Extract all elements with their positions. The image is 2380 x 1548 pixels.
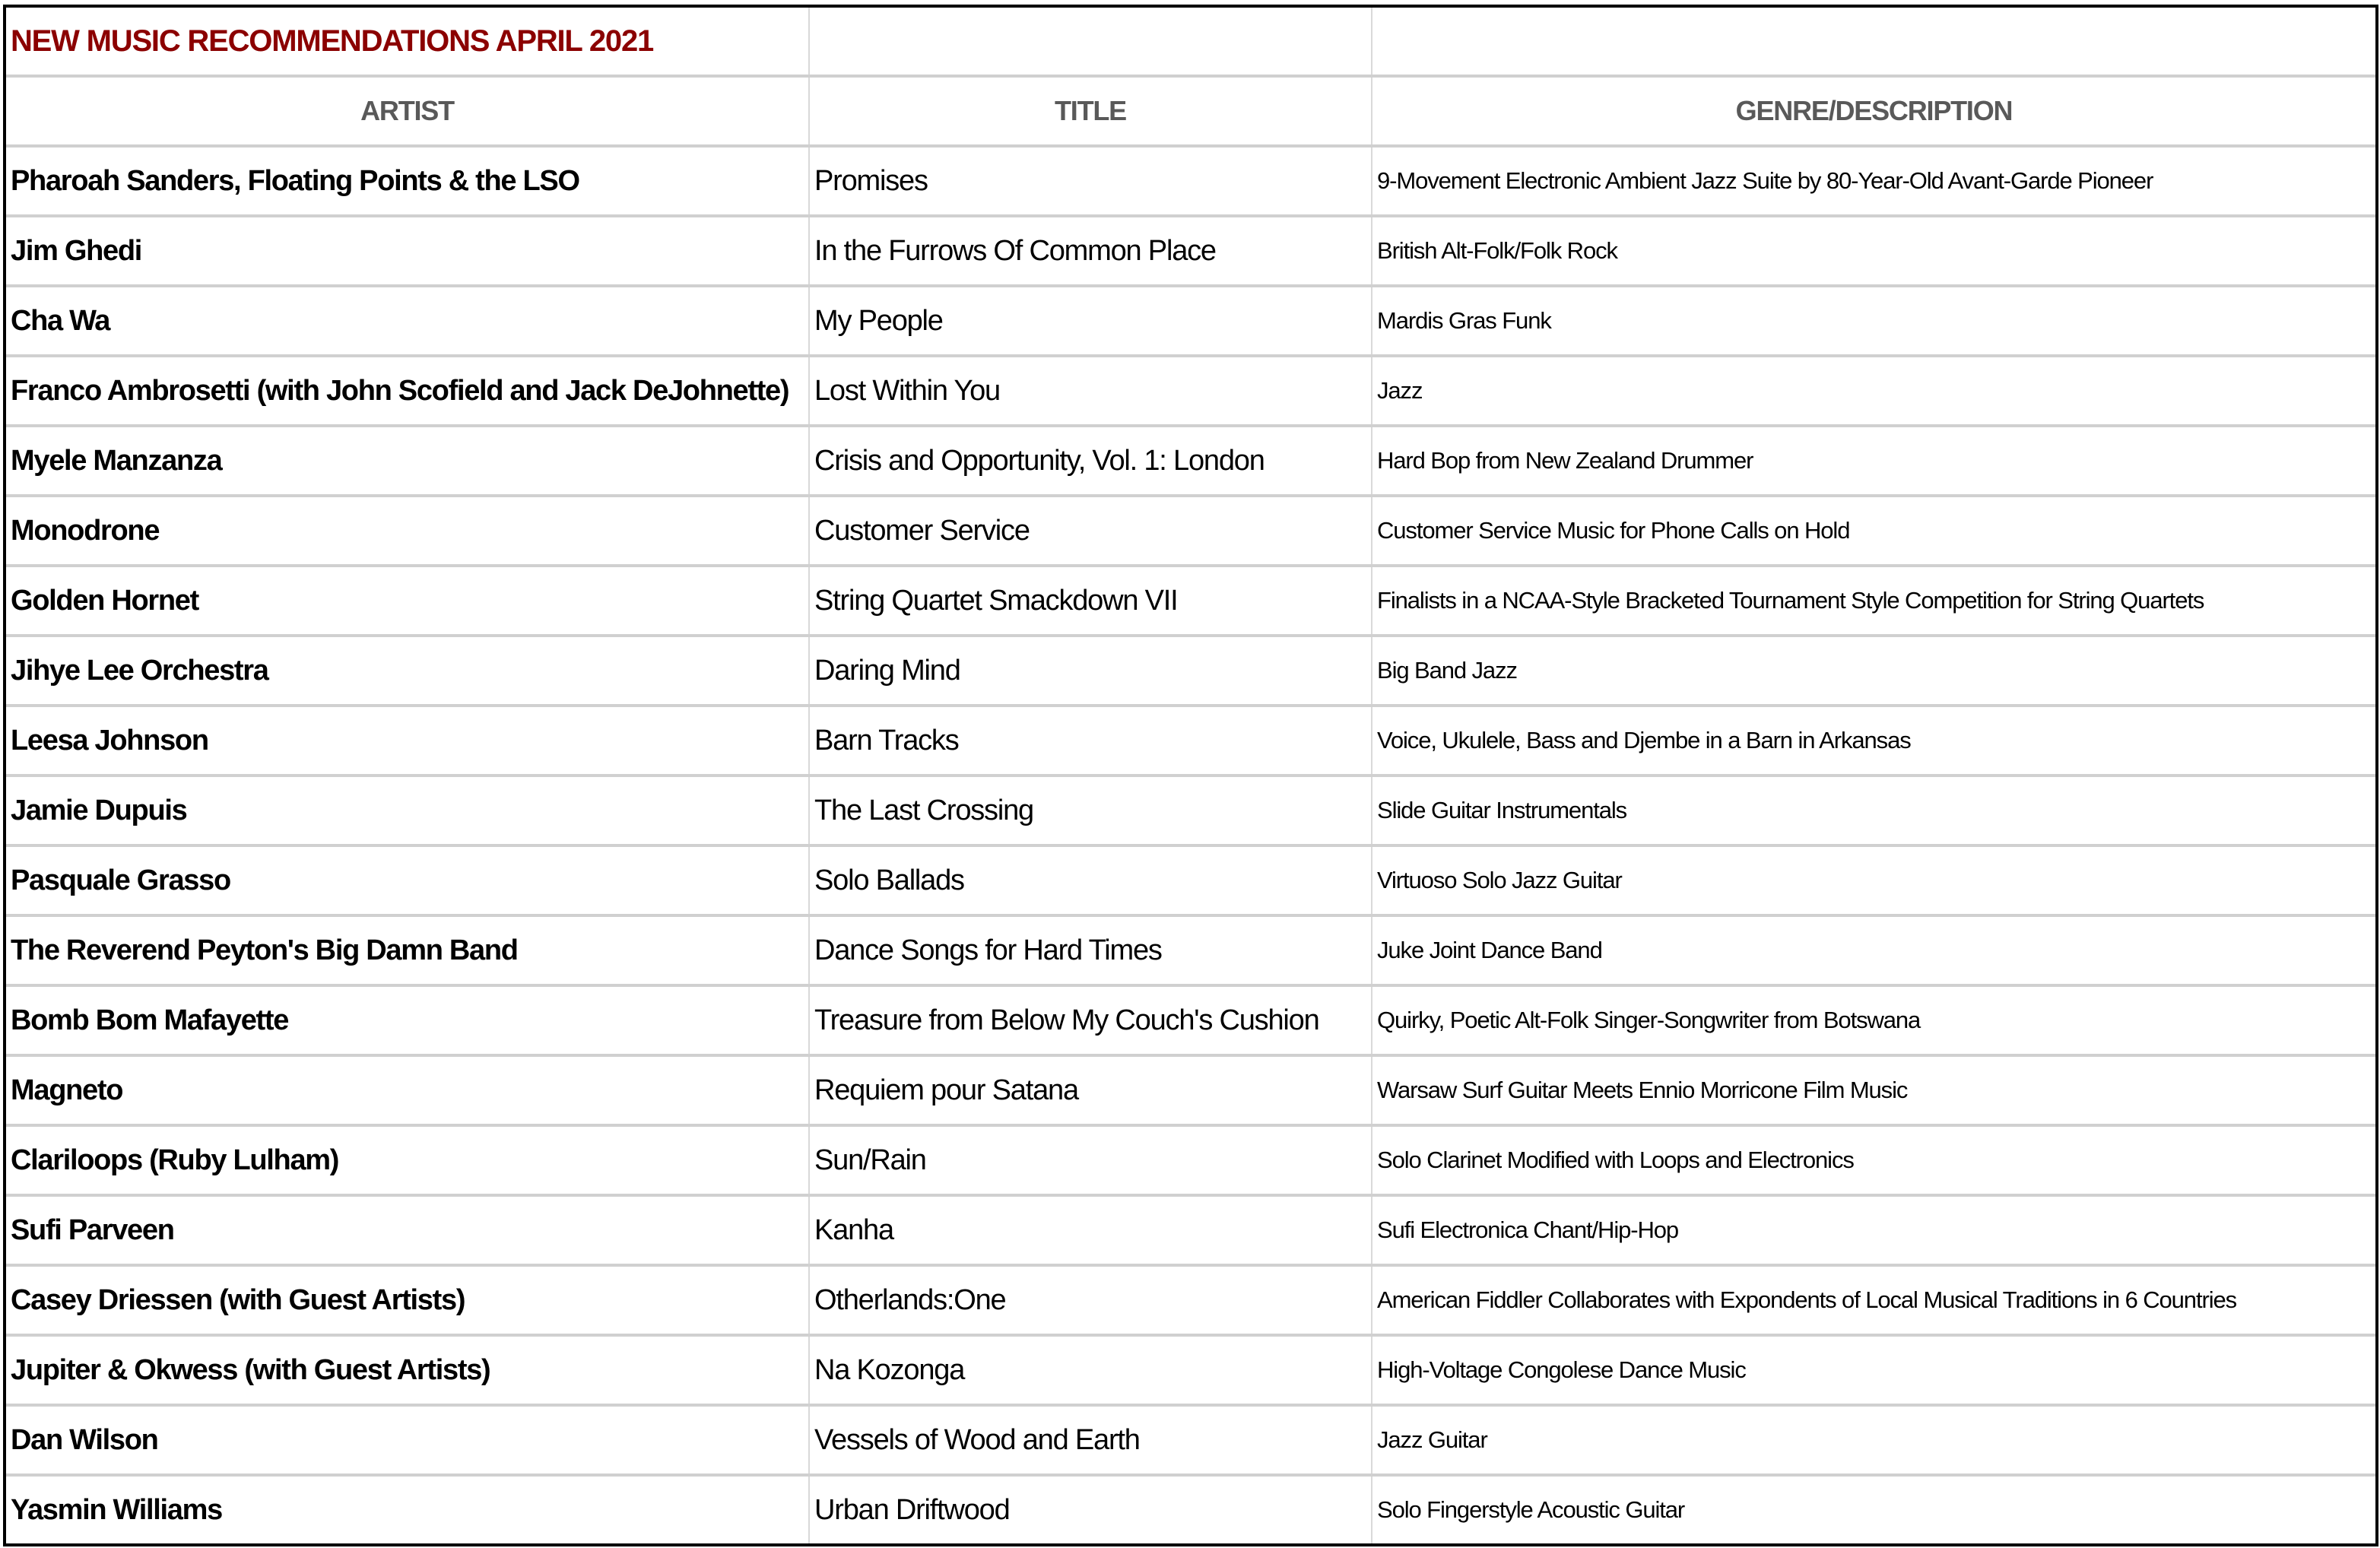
artist-cell[interactable]: Jamie Dupuis [6, 776, 809, 845]
title-cell[interactable]: Otherlands:One [809, 1265, 1372, 1335]
table-row [6, 216, 2375, 286]
genre-cell[interactable]: Solo Fingerstyle Acoustic Guitar [1377, 1496, 1685, 1523]
genre-cell[interactable]: Big Band Jazz [1372, 636, 2375, 706]
artist-cell[interactable]: Dan Wilson [6, 1405, 809, 1475]
genre-cell[interactable]: Virtuoso Solo Jazz Guitar [1372, 845, 2375, 915]
table-row [6, 985, 2375, 1055]
genre-cell[interactable]: Solo Clarinet Modified with Loops and Electronics [1372, 1125, 2375, 1195]
genre-cell[interactable]: Hard Bop from New Zealand Drummer [1372, 426, 2375, 496]
table-row [6, 1125, 2375, 1195]
column-header-artist[interactable]: ARTIST [6, 76, 809, 146]
title-cell[interactable]: Urban Driftwood [809, 1475, 1372, 1543]
title-cell[interactable]: Solo Ballads [809, 845, 1372, 915]
artist-cell[interactable]: Pasquale Grasso [6, 845, 809, 915]
table-row [6, 1335, 2375, 1405]
genre-cell[interactable]: Quirky, Poetic Alt-Folk Singer-Songwriter from Botswana [1372, 985, 2375, 1055]
title-cell[interactable]: My People [809, 286, 1372, 356]
title-cell[interactable]: Na Kozonga [809, 1335, 1372, 1405]
artist-cell[interactable]: Yasmin Williams [6, 1475, 809, 1543]
artist-cell[interactable]: Sufi Parveen [6, 1195, 809, 1265]
artist-cell[interactable]: Leesa Johnson [6, 706, 809, 776]
artist-cell[interactable]: Monodrone [6, 496, 809, 566]
table-row [6, 146, 2375, 216]
genre-cell[interactable]: Mardis Gras Funk [1372, 286, 2375, 356]
title-cell[interactable]: Crisis and Opportunity, Vol. 1: London [809, 426, 1372, 496]
title-cell[interactable]: The Last Crossing [809, 776, 1372, 845]
genre-cell[interactable]: Voice, Ukulele, Bass and Djembe in a Barn in Arkansas [1372, 706, 2375, 776]
artist-cell[interactable]: Casey Driessen (with Guest Artists) [6, 1265, 809, 1335]
table-row [6, 356, 2375, 426]
table-row [6, 426, 2375, 496]
table-row [6, 776, 2375, 845]
title-cell[interactable]: Dance Songs for Hard Times [809, 915, 1372, 985]
genre-cell[interactable]: American Fiddler Collaborates with Expondents of Local Musical Traditions in 6 Countries [1372, 1265, 2375, 1335]
header-row [6, 76, 2375, 146]
artist-cell[interactable]: Myele Manzanza [6, 426, 809, 496]
table-row [6, 1475, 2375, 1543]
document-title[interactable]: NEW MUSIC RECOMMENDATIONS APRIL 2021 [6, 8, 809, 76]
artist-cell[interactable]: Bomb Bom Mafayette [6, 985, 809, 1055]
artist-cell[interactable]: Clariloops (Ruby Lulham) [6, 1125, 809, 1195]
artist-cell[interactable]: The Reverend Peyton's Big Damn Band [6, 915, 809, 985]
genre-cell[interactable]: Juke Joint Dance Band [1372, 915, 2375, 985]
title-cell[interactable]: Requiem pour Satana [809, 1055, 1372, 1125]
title-cell[interactable]: In the Furrows Of Common Place [809, 216, 1372, 286]
genre-cell[interactable]: Jazz [1372, 356, 2375, 426]
empty-cell[interactable] [1372, 8, 2375, 76]
table-row [6, 1055, 2375, 1125]
genre-cell[interactable]: Finalists in a NCAA-Style Bracketed Tournament Style Competition for String Quartets [1372, 566, 2375, 636]
artist-cell[interactable]: Jihye Lee Orchestra [6, 636, 809, 706]
genre-cell[interactable]: Warsaw Surf Guitar Meets Ennio Morricone Film Music [1372, 1055, 2375, 1125]
artist-cell[interactable]: Jim Ghedi [6, 216, 809, 286]
artist-cell[interactable]: Franco Ambrosetti (with John Scofield and Jack DeJohnette) [6, 356, 809, 426]
table-row [6, 286, 2375, 356]
artist-cell[interactable]: Golden Hornet [6, 566, 809, 636]
genre-cell[interactable]: Customer Service Music for Phone Calls on Hold [1372, 496, 2375, 566]
table-row [6, 1405, 2375, 1475]
title-cell[interactable]: Lost Within You [809, 356, 1372, 426]
genre-cell[interactable]: High-Voltage Congolese Dance Music [1372, 1335, 2375, 1405]
genre-cell[interactable]: Jazz Guitar [1372, 1405, 2375, 1475]
artist-cell[interactable]: Cha Wa [6, 286, 809, 356]
title-cell[interactable]: Customer Service [809, 496, 1372, 566]
empty-cell[interactable] [809, 8, 1372, 76]
artist-cell[interactable]: Jupiter & Okwess (with Guest Artists) [6, 1335, 809, 1405]
genre-cell[interactable]: Sufi Electronica Chant/Hip-Hop [1372, 1195, 2375, 1265]
table-row [6, 636, 2375, 706]
genre-cell[interactable]: British Alt-Folk/Folk Rock [1372, 216, 2375, 286]
artist-cell[interactable]: Magneto [6, 1055, 809, 1125]
music-recommendations-table [6, 8, 2375, 1543]
title-cell[interactable]: Vessels of Wood and Earth [809, 1405, 1372, 1475]
title-cell[interactable]: String Quartet Smackdown VII [809, 566, 1372, 636]
table-row [6, 1265, 2375, 1335]
genre-cell[interactable]: 9-Movement Electronic Ambient Jazz Suite by 80-Year-Old Avant-Garde Pioneer [1372, 146, 2375, 216]
artist-cell[interactable]: Pharoah Sanders, Floating Points & the LSO [6, 146, 809, 216]
title-cell[interactable]: Promises [809, 146, 1372, 216]
title-row [6, 8, 2375, 76]
column-header-title[interactable]: TITLE [809, 76, 1372, 146]
table-row [6, 496, 2375, 566]
table-row [6, 1195, 2375, 1265]
table-row [6, 566, 2375, 636]
table-row [6, 915, 2375, 985]
title-cell[interactable]: Daring Mind [809, 636, 1372, 706]
column-header-genre[interactable]: GENRE/DESCRIPTION [1372, 76, 2375, 146]
table-row [6, 706, 2375, 776]
spreadsheet [3, 5, 2378, 1546]
title-cell[interactable]: Treasure from Below My Couch's Cushion [809, 985, 1372, 1055]
title-cell[interactable]: Barn Tracks [809, 706, 1372, 776]
genre-cell[interactable]: Slide Guitar Instrumentals [1372, 776, 2375, 845]
table-row [6, 845, 2375, 915]
title-cell[interactable]: Kanha [809, 1195, 1372, 1265]
title-cell[interactable]: Sun/Rain [809, 1125, 1372, 1195]
